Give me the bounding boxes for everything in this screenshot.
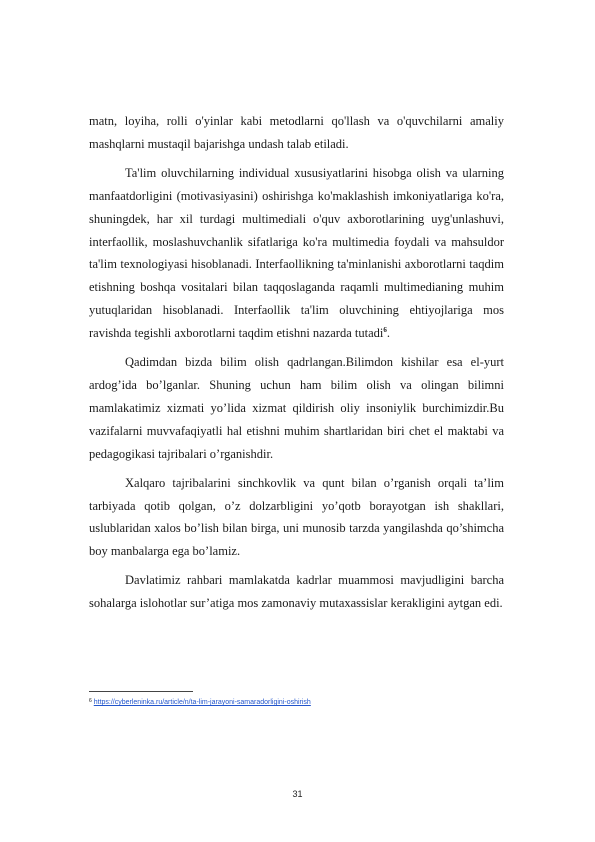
footnote-reference[interactable]: 6	[383, 326, 387, 335]
paragraph-5-text: Davlatimiz rahbari mamlakatda kadrlar muammosi mavjudligini barcha sohalarga islohotlar sur’atiga mos zamonaviy mutaxassislar kerakligini aytgan edi.	[89, 573, 504, 611]
paragraph-3	[89, 351, 504, 466]
paragraph-2	[89, 162, 504, 345]
footnote	[89, 698, 311, 706]
paragraph-2-text: Ta'lim oluvchilarning individual xususiyatlarini hisobga olish va ularning manfaatdorligini (motivasiyasini) oshirishga ko'maklashish imkoniyatlariga ko'ra, shuningdek, har xil turdagi multimediali o'quv axborotlarining uyg'unlashuvi, interfaollik, moslashuvchanlik sifatlariga ko'ra multimedia foydali va mahsuldor ta'lim texnologiyasi hisoblanadi. Interfaollikning ta'minlanishi axborotlarni taqdim etishning boshqa vositalari bilan taqqoslaganda raqamli multimedianing muhim yutuqlaridan hisoblanadi. Interfaollik ta'lim oluvchining ehtiyojlariga mos ravishda tegishli axborotlarni taqdim etishni nazarda tutadi	[89, 165, 504, 341]
footnote-link[interactable]: https://cyberleninka.ru/article/n/ta-lim-jarayoni-samaradorligini-oshirish	[93, 699, 311, 706]
paragraph-4	[89, 472, 504, 564]
body-text	[89, 110, 504, 615]
footnote-divider	[89, 691, 193, 692]
paragraph-5	[89, 569, 504, 615]
paragraph-4-text: Xalqaro tajribalarini sinchkovlik va qunt bilan o’rganish orqali ta’lim tarbiyada qotib qolgan, o’z dolzarbligini yo’qotb borayotgan ish shakllari, uslublaridan xalos bo’lish bilan birga, uni munosib tarzda yangilashda qo’shimcha boy manbalarga ega bo’lamiz.	[89, 475, 504, 559]
paragraph-1-text: matn, loyiha, rolli o'yinlar kabi metodlarni qo'llash va o'quvchilarni amaliy mashqlarni mustaqil bajarishga undash talab etiladi.	[89, 114, 504, 151]
paragraph-1	[89, 110, 504, 156]
paragraph-3-text: Qadimdan bizda bilim olish qadrlangan.Bilimdon kishilar esa el-yurt ardog’ida bo’lganlar. Shuning uchun ham bilim olish va olingan bilimni mamlakatimiz xizmati yo’lida xizmat qildirish oliy insoniylik burchimizdir.Bu vazifalarni muvvafaqiyatli hal etishni muhim shartlaridan biri chet el maktabi va pedagogikasi tajribalari o’rganishdir.	[89, 355, 504, 461]
paragraph-2-end: .	[386, 326, 390, 341]
page-number: 31	[292, 789, 303, 799]
footnote-number: 6	[89, 698, 92, 704]
